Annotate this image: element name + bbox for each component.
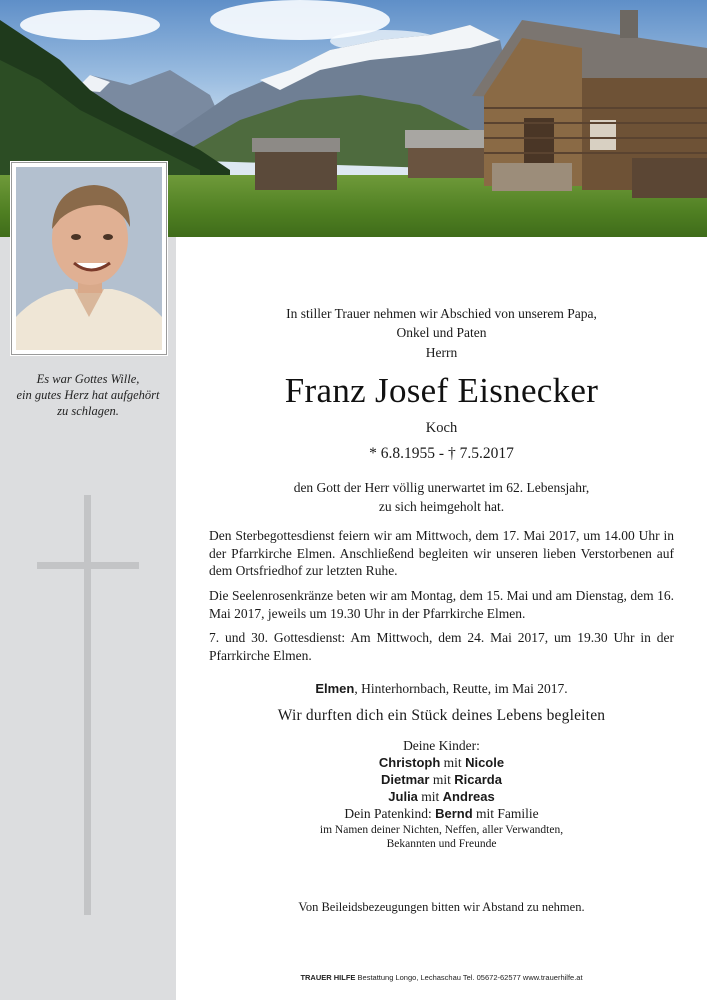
couple-row	[176, 788, 707, 805]
relatives-line: Bekannten und Freunde	[386, 837, 497, 850]
memorial-service-paragraph: 7. und 30. Gottesdienst: Am Mittwoch, dem 24. Mai 2017, um 19.30 Uhr in der Pfarrkirche Elmen.	[209, 630, 674, 663]
called-line: den Gott der Herr völlig unerwartet im 62. Lebensjahr,	[293, 480, 590, 495]
portrait-frame	[11, 162, 167, 355]
footer-brand: TRAUER HILFE	[300, 973, 356, 982]
called-home-text	[176, 478, 707, 516]
godchild-suffix: mit Familie	[472, 806, 539, 821]
condolence-note: Von Beileidsbezeugungen bitten wir Abstand zu nehmen.	[298, 900, 585, 914]
child-name: Dietmar	[381, 772, 430, 787]
portrait-illustration	[16, 167, 162, 350]
notice-body	[176, 237, 707, 1000]
cross-icon-bar	[37, 562, 139, 569]
partner-name: Andreas	[442, 789, 495, 804]
connector: mit	[417, 789, 443, 804]
footer-credit	[176, 973, 707, 982]
place-rest: , Hinterhornbach, Reutte, im Mai 2017.	[354, 681, 568, 696]
place-date-line	[176, 681, 707, 697]
relatives-line: im Namen deiner Nichten, Neffen, aller Verwandten,	[319, 824, 564, 836]
partner-name: Nicole	[465, 755, 505, 770]
partner-name: Ricarda	[454, 772, 502, 787]
relatives-text	[176, 824, 707, 851]
family-list	[176, 737, 707, 822]
rosary-paragraph: Die Seelenrosenkränze beten wir am Montag, dem 15. Mai und am Dienstag, dem 16. Mai 2017, jeweils um 19.30 Uhr in der Pfarrkirche Elmen.	[209, 588, 674, 621]
couple-row	[176, 771, 707, 788]
occupation: Koch	[425, 420, 458, 436]
godchild-prefix: Dein Patenkind:	[344, 806, 436, 821]
quote-line: ein gutes Herz hat aufgehört	[16, 388, 160, 402]
intro-line: Onkel und Paten	[396, 325, 487, 340]
deceased-name: Franz Josef Eisnecker	[284, 371, 599, 410]
intro-text	[176, 304, 707, 342]
child-name: Julia	[388, 789, 418, 804]
quote-line: Es war Gottes Wille,	[36, 372, 140, 386]
connector: mit	[440, 755, 466, 770]
child-name: Christoph	[378, 755, 441, 770]
funeral-service-paragraph: Den Sterbegottesdienst feiern wir am Mittwoch, dem 17. Mai 2017, um 14.00 Uhr in der Pfarrkirche Elmen. Anschließend begleiten wir unseren lieben Verstorbenen auf dem Ortsfriedhof zur letzten Ruhe.	[209, 528, 674, 578]
motto: Wir durften dich ein Stück deines Lebens begleiten	[277, 707, 606, 724]
intro-line: In stiller Trauer nehmen wir Abschied von unserem Papa,	[286, 306, 597, 321]
called-line: zu sich heimgeholt hat.	[378, 499, 505, 514]
connector: mit	[429, 772, 455, 787]
portrait-photo	[16, 167, 162, 350]
cross-icon	[84, 495, 91, 915]
salutation: Herrn	[425, 345, 458, 360]
life-dates: * 6.8.1955 - † 7.5.2017	[369, 445, 514, 462]
quote-line: zu schlagen.	[57, 404, 119, 418]
sidebar-quote	[0, 371, 176, 419]
godchild-row	[176, 805, 707, 822]
couple-row	[176, 754, 707, 771]
place-name: Elmen	[315, 681, 355, 696]
log-cabin-illustration	[462, 8, 707, 213]
footer-text: Bestattung Longo, Lechaschau Tel. 05672-62577 www.trauerhilfe.at	[355, 973, 583, 982]
children-heading: Deine Kinder:	[403, 738, 480, 753]
godchild-name: Bernd	[435, 806, 473, 821]
